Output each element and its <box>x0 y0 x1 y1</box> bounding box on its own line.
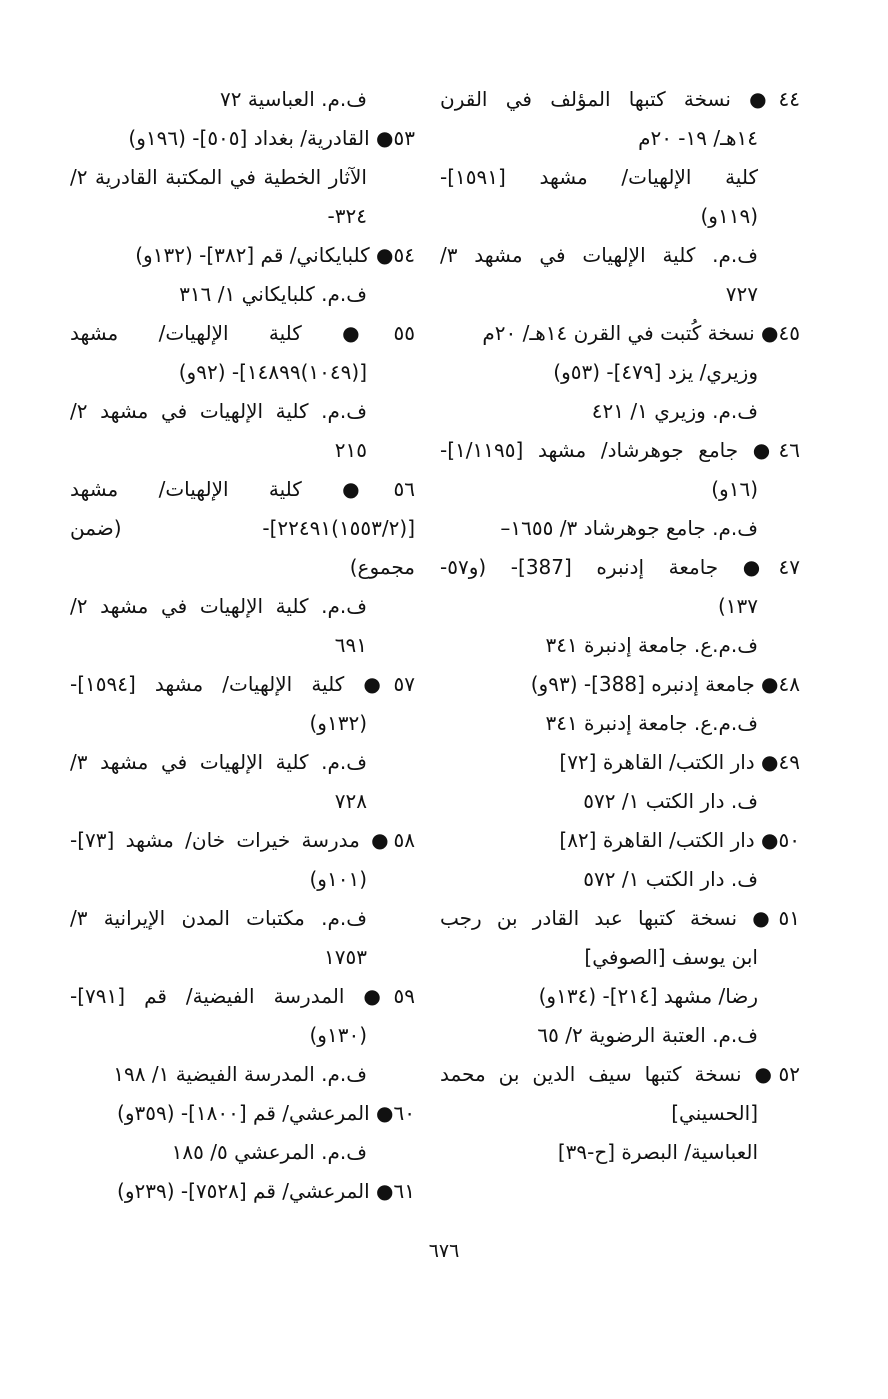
right-column-line: ف.م. وزيري ١/ ٤٢١ <box>591 399 758 423</box>
right-column-line: (١١٩و) <box>700 204 758 228</box>
right-column-line: ف.م.ع. جامعة إدنبرة ٣٤١ <box>545 711 758 735</box>
right-column-line: ٥٢● نسخة كتبها سيف الدين بن محمد <box>440 1062 800 1086</box>
right-column <box>440 80 800 1172</box>
left-column-line: ٥٥● كلية الإلهيات/ مشهد <box>70 321 415 345</box>
left-column-line: ٥٨● مدرسة خيرات خان/ مشهد [٧٣]- <box>70 828 415 852</box>
right-column-line: ١٤هـ/ ١٩- ٢٠م <box>638 126 758 150</box>
right-column-line: [الحسيني] <box>671 1101 758 1125</box>
left-column-line: (١٣٢و) <box>309 711 367 735</box>
right-column-line: ف.م. كلية الإلهيات في مشهد ٣/ <box>440 243 758 267</box>
right-column-line: ٤٥● نسخة كُتبت في القرن ١٤هـ/ ٢٠م <box>482 321 800 345</box>
left-column-line: ف.م. المرعشي ٥/ ١٨٥ <box>171 1140 367 1164</box>
right-column-line: ف.م. العتبة الرضوية ٢/ ٦٥ <box>537 1023 758 1047</box>
right-column-line: ٤٨● جامعة إدنبره [388]- (٩٣و) <box>530 672 800 696</box>
left-column-line: ف.م. كلبايكاني ١/ ٣١٦ <box>179 282 367 306</box>
left-column <box>70 80 415 1211</box>
right-column-line: كلية الإلهيات/ مشهد [١٥٩١]- <box>440 165 758 189</box>
left-column-line: ٦٩١ <box>334 633 367 657</box>
right-column-line: ٤٦● جامع جوهرشاد/ مشهد [١/١١٩٥]- <box>440 438 800 462</box>
left-column-line: ٢١٥ <box>334 438 367 462</box>
right-column-line: ابن يوسف [الصوفي] <box>584 945 758 969</box>
left-column-line: ١٧٥٣ <box>324 945 367 969</box>
left-column-line: (١٣٠و) <box>309 1023 367 1047</box>
left-column-line: ٧٢٨ <box>334 789 367 813</box>
right-column-line: ٥١● نسخة كتبها عبد القادر بن رجب <box>440 906 800 930</box>
right-column-line: وزيري/ يزد [٤٧٩]- (٥٣و) <box>553 360 758 384</box>
left-column-line: الآثار الخطية في المكتبة القادرية ٢/ <box>70 165 367 189</box>
left-column-line: ف.م. المدرسة الفيضية ١/ ١٩٨ <box>113 1062 367 1086</box>
right-column-line: ف.م. جامع جوهرشاد ٣/ ١٦٥٥– <box>500 516 758 540</box>
left-column-line: ف.م. العباسية ٧٢ <box>220 87 367 111</box>
right-column-line: ٤٩● دار الكتب/ القاهرة [٧٢] <box>559 750 800 774</box>
left-column-line: ف.م. كلية الإلهيات في مشهد ٢/ <box>70 399 367 423</box>
right-column-line: ف.م.ع. جامعة إدنبرة ٣٤١ <box>545 633 758 657</box>
page-number: ٦٧٦ <box>428 1240 460 1262</box>
left-column-line: ٥٧● كلية الإلهيات/ مشهد [١٥٩٤]- <box>70 672 415 696</box>
left-column-line: ف.م. كلية الإلهيات في مشهد ٢/ <box>70 594 367 618</box>
left-column-line: ٥٩● المدرسة الفيضية/ قم [٧٩١]- <box>70 984 415 1008</box>
left-column-line: ٦٠● المرعشي/ قم [١٨٠٠]- (٣٥٩و) <box>117 1101 415 1125</box>
left-column-line: [(١٠٤٩)١٤٨٩٩]- (٩٢و) <box>178 360 367 384</box>
right-column-line: ١٣٧) <box>717 594 758 618</box>
left-column-line: ف.م. مكتبات المدن الإيرانية ٣/ <box>70 906 367 930</box>
right-column-line: ٥٠● دار الكتب/ القاهرة [٨٢] <box>559 828 800 852</box>
left-column-line: (١٠١و) <box>309 867 367 891</box>
left-column-line: ٥٣● القادرية/ بغداد [٥٠٥]- (١٩٦و) <box>128 126 415 150</box>
right-column-line: ٧٢٧ <box>725 282 758 306</box>
left-column-line: ٣٢٤- <box>327 204 367 228</box>
right-column-line: ف. دار الكتب ١/ ٥٧٢ <box>583 789 758 813</box>
right-column-line: العباسية/ البصرة [ح-٣٩] <box>557 1140 758 1164</box>
left-column-line: ف.م. كلية الإلهيات في مشهد ٣/ <box>70 750 367 774</box>
left-column-line: ٥٦● كلية الإلهيات/ مشهد <box>70 477 415 501</box>
left-column-line: ٥٤● كلبايكاني/ قم [٣٨٢]- (١٣٢و) <box>135 243 415 267</box>
right-column-line: رضا/ مشهد [٢١٤]- (١٣٤و) <box>538 984 758 1008</box>
right-column-line: ٤٤● نسخة كتبها المؤلف في القرن <box>440 87 800 111</box>
right-column-line: ف. دار الكتب ١/ ٥٧٢ <box>583 867 758 891</box>
left-column-line: ٦١● المرعشي/ قم [٧٥٢٨]- (٢٣٩و) <box>117 1179 415 1203</box>
right-column-line: ٤٧● جامعة إدنبره [387]- (و٥٧- <box>440 555 800 579</box>
right-column-line: (١٦و) <box>711 477 758 501</box>
left-column-line: مجموع) <box>349 555 415 579</box>
left-column-line: [(١٥٥٣/٢)٢٢٤٩١]- (ضمن <box>70 516 415 540</box>
